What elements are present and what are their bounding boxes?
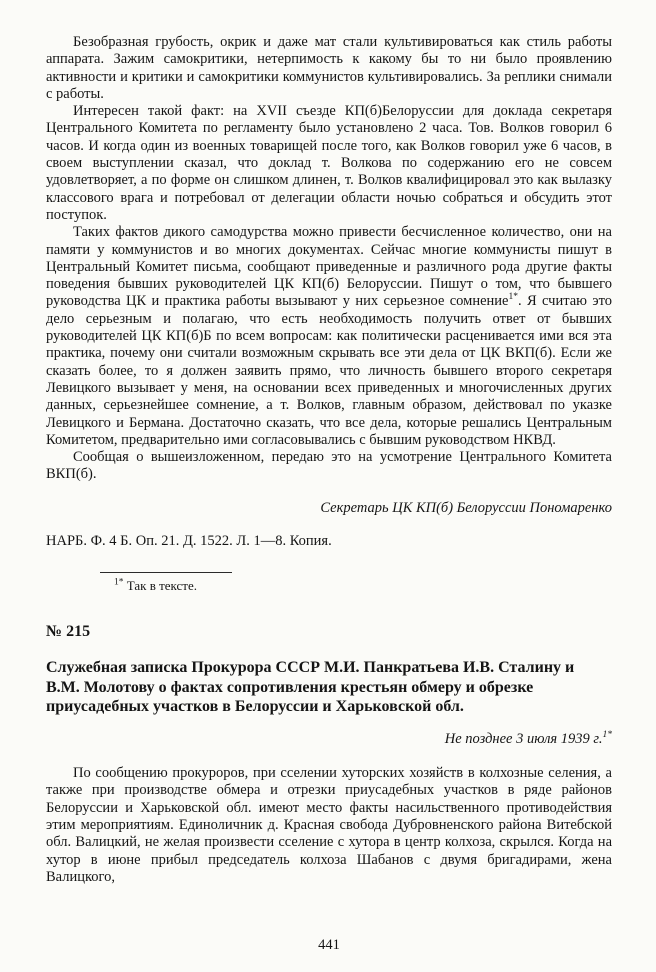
doc-214-paragraph-3-continuation: . Я считаю это дело серьезным и полагаю, что есть необходимость получить ответ от бывших руководителей ЦК КП(б)Б по всем вопросам: как политически расценивается ими вся эта практика, почему они считали возможным скрывать все эти дела от ЦК ВКП(б). Если же сказать более, то я должен заявить прямо, что личность бывшего второго секретаря Левицкого вызывает у меня, на основании всех приведенных и многочисленных других данных, серьезнейшее сомнение, а т. Волков, главным образом, действовал по указке Левицкого и Бермана. Достаточно сказать, что все дела, которые решались Центральным Комитетом, предварительно ими согласовывались с бывшим руководством НКВД. <box>46 293 612 448</box>
archive-reference: НАРБ. Ф. 4 Б. Оп. 21. Д. 1522. Л. 1—8. Копия. <box>46 533 332 550</box>
footnote-marker-definition: 1* <box>114 577 124 588</box>
document-title: Служебная записка Прокурора СССР М.И. Панкратьева И.В. Сталину и В.М. Молотову о фактах сопротивления крестьян обмеру и обрезке приусадебных участков в Белоруссии и Харьковской обл. <box>46 659 575 716</box>
document-number-heading: № 215 <box>46 623 91 641</box>
footnote-text <box>100 578 612 594</box>
doc-214-paragraph-3 <box>46 224 612 449</box>
doc-214-paragraph-2: Интересен такой факт: на XVII съезде КП(б)Белоруссии для доклада секретаря Центрального Комитета по регламенту было установлено 2 часа. Тов. Волков говорил 6 часов. И когда один из военных товарищей после того, как Волков говорил уже 6 часов, в своем выступлении сказал, что доклад т. Волкова по содержанию его не совсем удовлетворяет, а по форме он слишком длинен, т. Волков квалифицировал это как вылазку классового врага и потребовал от делегации области ночью собраться и обсудить этот поступок. <box>46 103 612 223</box>
page-number: 441 <box>318 937 340 953</box>
doc-214-paragraph-1: Безобразная грубость, окрик и даже мат стали культивироваться как стиль работы аппарата. Зажим самокритики, нетерпимость к какому бы то ни было проявлению активности и критики и самокритики коммунистов культивировались. За реплики снимали с работы. <box>46 34 612 102</box>
document-date <box>46 731 612 748</box>
footnote-marker-1: 1* <box>508 292 518 303</box>
footnote-text-body: Так в тексте. <box>123 578 198 594</box>
footnote-block <box>100 572 612 594</box>
document-date-text: Не позднее 3 июля 1939 г. <box>444 730 603 747</box>
doc-215-paragraph-1: По сообщению прокуроров, при сселении хуторских хозяйств в колхозные селения, а также при производстве обмера и отрезки приусадебных участков в ряде районов Белоруссии и Харьковской обл. имеют место факты насильственного противодействия этим мероприятиям. Единоличник д. Красная свобода Дубровненского района Витебской обл. Валицкий, не желая произвести сселение с хутора в центр колхоза, скрылся. Когда на хутор в июне прибыл председатель колхоза Шабанов с двумя бригадирами, жена Валицкого, <box>46 765 612 885</box>
doc-214-paragraph-4: Сообщая о вышеизложенном, передаю это на усмотрение Центрального Комитета ВКП(б). <box>46 449 612 483</box>
footnote-separator <box>100 572 232 573</box>
footnote-marker-date: 1* <box>602 729 612 740</box>
signature-line: Секретарь ЦК КП(б) Белоруссии Пономаренко <box>320 499 612 516</box>
doc-214-paragraph-3-text: Таких фактов дикого самодурства можно привести бесчисленное количество, они на памяти у коммунистов и во многих документах. Сейчас многие коммунисты пишут в Центральный Комитет письма, сообщают приведенные и различного рода другие факты поведения бывших руководителей ЦК КП(б) Белоруссии. Пишут о том, что бывшего руководства ЦК и практика работы вызывают у них серьезное сомнение <box>46 224 612 310</box>
